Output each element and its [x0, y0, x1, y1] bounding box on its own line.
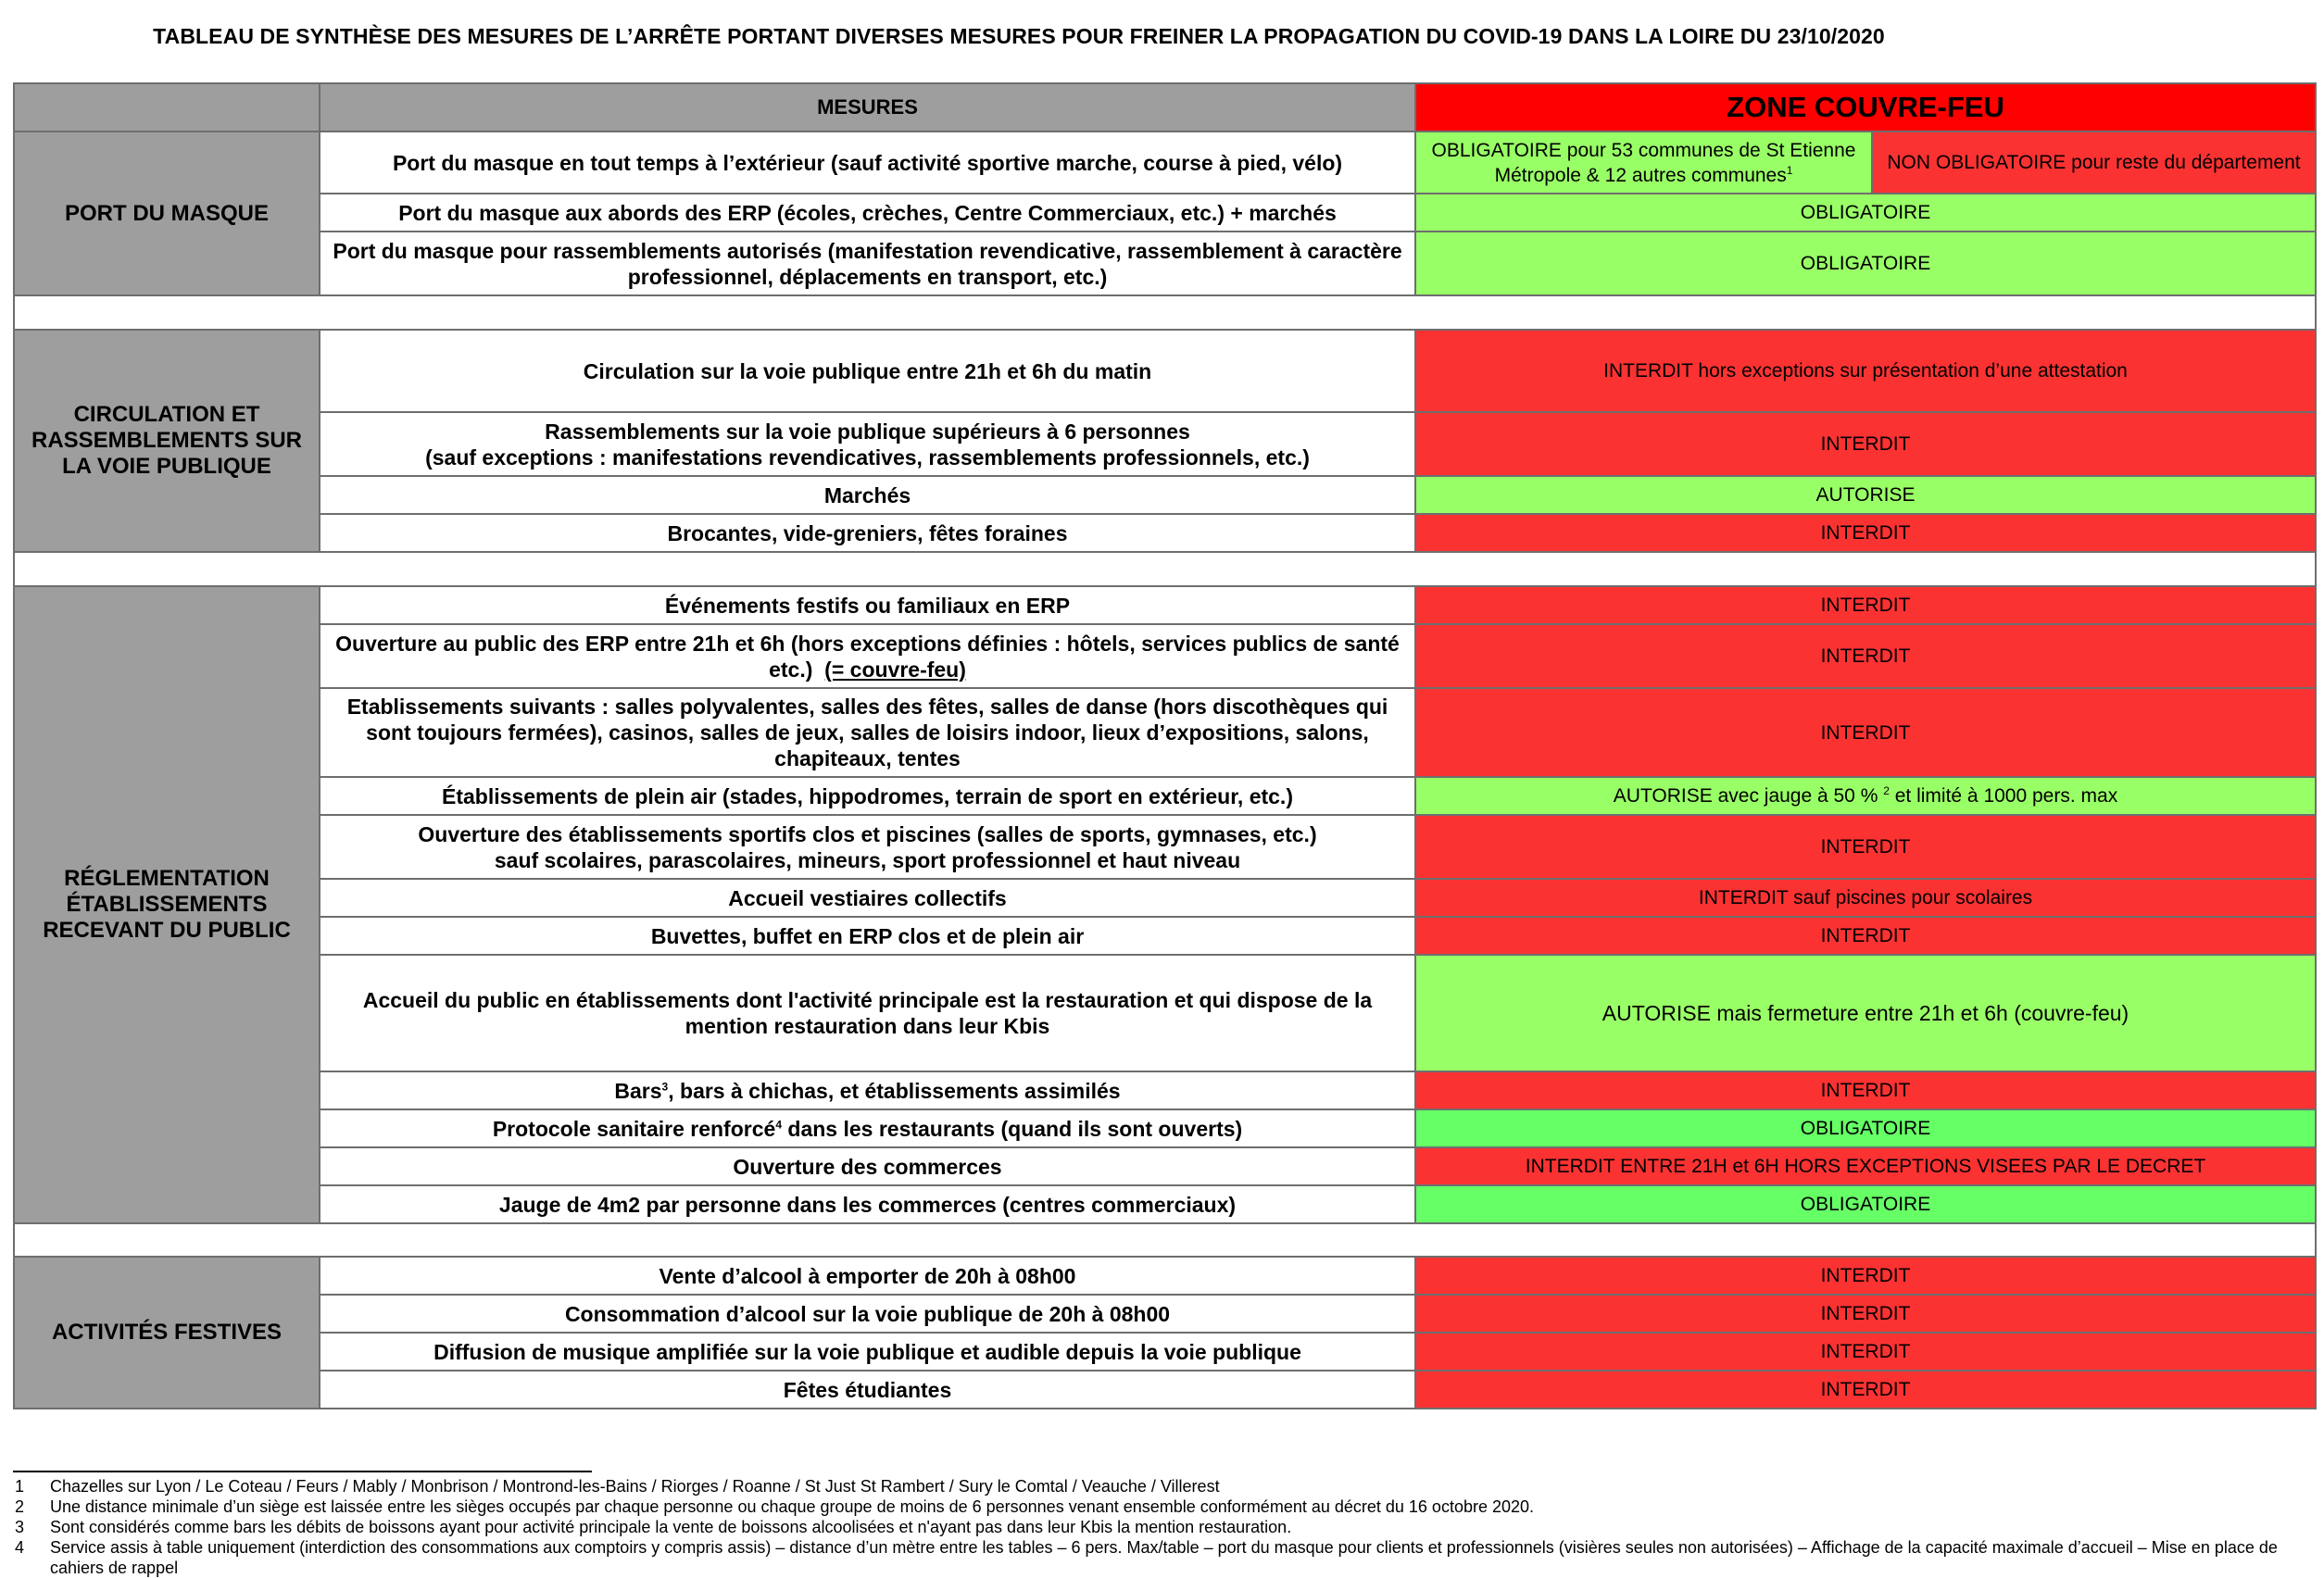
header-empty-cell [14, 83, 320, 132]
table-row [14, 917, 2316, 955]
value-status: AUTORISE mais fermeture entre 21h et 6h (couvre-feu) [1415, 955, 2316, 1071]
value-status: INTERDIT sauf piscines pour scolaires [1415, 879, 2316, 917]
table-row [14, 412, 2316, 476]
measure-label: Port du masque pour rassemblements autorisés (manifestation revendicative, rassemblement à caractère professionnel, déplacements en transport, etc.) [320, 232, 1415, 295]
table-row [14, 879, 2316, 917]
table-row [14, 1109, 2316, 1147]
footnote [13, 1476, 2310, 1497]
category-erp: RÉGLEMENTATION ÉTABLISSEMENTS RECEVANT DU PUBLIC [14, 586, 320, 1223]
footnotes [13, 1476, 2310, 1578]
measure-label: Établissements de plein air (stades, hippodromes, terrain de sport en extérieur, etc.) [320, 777, 1415, 815]
table-row [14, 815, 2316, 879]
footnote [13, 1537, 2310, 1578]
measure-text-suffix: dans les restaurants (quand ils sont ouverts) [782, 1116, 1243, 1141]
measure-text: Bars [614, 1078, 662, 1103]
table-row [14, 476, 2316, 514]
table-row [14, 1371, 2316, 1409]
value-status: INTERDIT [1415, 1295, 2316, 1333]
value-text: OBLIGATOIRE pour 53 communes de St Etienne Métropole & 12 autres communes [1431, 139, 1856, 186]
section-spacer [14, 1223, 2316, 1257]
table-row [14, 777, 2316, 815]
footnote-text: Sont considérés comme bars les débits de boissons ayant pour activité principale la vente de boissons alcoolisées et n'ayant pas dans leur Kbis la mention restauration. [50, 1518, 1292, 1536]
measure-label: Jauge de 4m2 par personne dans les commerces (centres commerciaux) [320, 1185, 1415, 1223]
value-status: OBLIGATOIRE [1415, 194, 2316, 232]
measure-label: Consommation d’alcool sur la voie publique de 20h à 08h00 [320, 1295, 1415, 1333]
footnote-ref: 3 [661, 1079, 669, 1093]
measure-line-1: Ouverture des établissements sportifs clos et piscines (salles de sports, gymnases, etc.) [418, 821, 1317, 846]
measure-label [320, 1071, 1415, 1109]
section-spacer [14, 552, 2316, 586]
value-status: INTERDIT [1415, 1071, 2316, 1109]
measure-label: Accueil du public en établissements dont l'activité principale est la restauration et qui dispose de la mention restauration dans leur Kbis [320, 955, 1415, 1071]
category-circulation: CIRCULATION ET RASSEMBLEMENTS SUR LA VOIE PUBLIQUE [14, 330, 320, 552]
table-header-row [14, 83, 2316, 132]
measure-label: Vente d’alcool à emporter de 20h à 08h00 [320, 1257, 1415, 1295]
header-measures: MESURES [320, 83, 1415, 132]
measures-table [13, 82, 2317, 1409]
measure-label [320, 815, 1415, 879]
value-status: INTERDIT [1415, 514, 2316, 552]
value-status: INTERDIT ENTRE 21H et 6H HORS EXCEPTIONS VISEES PAR LE DECRET [1415, 1147, 2316, 1185]
measure-label [320, 624, 1415, 688]
measure-label: Diffusion de musique amplifiée sur la voie publique et audible depuis la voie publique [320, 1333, 1415, 1371]
footnote [13, 1517, 2310, 1537]
value-status: OBLIGATOIRE [1415, 1109, 2316, 1147]
footnote-number: 2 [15, 1497, 25, 1516]
table-row [14, 1185, 2316, 1223]
table-row [14, 1295, 2316, 1333]
measure-label [320, 412, 1415, 476]
footnote-text: Une distance minimale d’un siège est laissée entre les sièges occupés par chaque personne ou chaque groupe de moins de 6 personnes venant ensemble conformément au décret du 16 octobre 2020. [50, 1497, 1535, 1516]
table-row [14, 514, 2316, 552]
couvre-feu-note: (= couvre-feu) [824, 657, 966, 682]
value-status: INTERDIT [1415, 815, 2316, 879]
measure-label: Accueil vestiaires collectifs [320, 879, 1415, 917]
footnote-ref: 4 [775, 1117, 782, 1131]
value-status: INTERDIT [1415, 624, 2316, 688]
measure-label: Événements festifs ou familiaux en ERP [320, 586, 1415, 624]
table-row [14, 586, 2316, 624]
footnote-number: 1 [15, 1477, 25, 1496]
measure-label: Port du masque en tout temps à l’extérieur (sauf activité sportive marche, course à pied, vélo) [320, 132, 1415, 194]
footnote-text: Chazelles sur Lyon / Le Coteau / Feurs / Mably / Monbrison / Montrond-les-Bains / Riorges / Roanne / St Just St Rambert / Sury le Comtal / Veauche / Villerest [50, 1477, 1220, 1496]
measure-label: Brocantes, vide-greniers, fêtes foraines [320, 514, 1415, 552]
table-row [14, 1147, 2316, 1185]
table-row [14, 1333, 2316, 1371]
value-status: INTERDIT [1415, 586, 2316, 624]
document-title: TABLEAU DE SYNTHÈSE DES MESURES DE L’ARRÊTE PORTANT DIVERSES MESURES POUR FREINER LA PROPAGATION DU COVID-19 DANS LA LOIRE DU 23/10/2020 [153, 24, 1885, 48]
table-row [14, 1257, 2316, 1295]
table-row [14, 330, 2316, 412]
footnote-separator [13, 1471, 592, 1472]
measure-label: Etablissements suivants : salles polyvalentes, salles des fêtes, salles de danse (hors discothèques qui sont toujours fermées), casinos, salles de jeux, salles de loisirs indoor, lieux d’expositions, salons, chapiteaux, tentes [320, 688, 1415, 777]
value-status: OBLIGATOIRE [1415, 1185, 2316, 1223]
footnote-number: 4 [15, 1538, 25, 1557]
measure-line-2: sauf scolaires, parascolaires, mineurs, sport professionnel et haut niveau [494, 847, 1241, 872]
measure-label: Marchés [320, 476, 1415, 514]
measure-text: Protocole sanitaire renforcé [492, 1116, 776, 1141]
value-status [1415, 777, 2316, 815]
measure-label: Port du masque aux abords des ERP (écoles, crèches, Centre Commerciaux, etc.) + marchés [320, 194, 1415, 232]
table-row [14, 232, 2316, 295]
measure-label: Buvettes, buffet en ERP clos et de plein air [320, 917, 1415, 955]
value-status: INTERDIT [1415, 1333, 2316, 1371]
measure-label [320, 1109, 1415, 1147]
measure-text: Ouverture au public des ERP entre 21h et 6h (hors exceptions définies : hôtels, services publics de santé etc.) [335, 631, 1400, 682]
value-status: INTERDIT [1415, 917, 2316, 955]
footnote-ref: 1 [1786, 163, 1793, 177]
table-row [14, 1071, 2316, 1109]
footnote-ref: 2 [1883, 784, 1890, 797]
value-status: INTERDIT [1415, 412, 2316, 476]
value-status: INTERDIT [1415, 1257, 2316, 1295]
measure-text-suffix: , bars à chichas, et établissements assimilés [668, 1078, 1121, 1103]
value-status: INTERDIT [1415, 1371, 2316, 1409]
header-zone-couvre-feu: ZONE COUVRE-FEU [1415, 83, 2316, 132]
measure-label: Ouverture des commerces [320, 1147, 1415, 1185]
value-status: AUTORISE [1415, 476, 2316, 514]
measure-line-2: (sauf exceptions : manifestations revendicatives, rassemblements professionnels, etc.) [425, 445, 1310, 470]
footnote-text: Service assis à table uniquement (interdiction des consommations aux comptoirs y compris assis) – distance d’un mètre entre les tables – 6 pers. Max/table – port du masque pour clients et professionnels (visières seules non autorisées) – Affichage de la capacité maximale d’accueil – Mise en place de cahiers de rappel [50, 1538, 2278, 1577]
table-row [14, 132, 2316, 194]
value-obligatoire-communes [1415, 132, 1872, 194]
measure-label: Fêtes étudiantes [320, 1371, 1415, 1409]
measure-label: Circulation sur la voie publique entre 21h et 6h du matin [320, 330, 1415, 412]
table-row [14, 955, 2316, 1071]
measure-line-1: Rassemblements sur la voie publique supérieurs à 6 personnes [545, 419, 1190, 444]
category-port-du-masque: PORT DU MASQUE [14, 132, 320, 295]
footnote-number: 3 [15, 1518, 25, 1536]
value-text-suffix: et limité à 1000 pers. max [1894, 785, 2118, 807]
value-non-obligatoire: NON OBLIGATOIRE pour reste du département [1872, 132, 2316, 194]
value-status: INTERDIT hors exceptions sur présentation d’une attestation [1415, 330, 2316, 412]
table-row [14, 624, 2316, 688]
category-activites-festives: ACTIVITÉS FESTIVES [14, 1257, 320, 1409]
value-text: AUTORISE avec jauge à 50 % [1613, 785, 1878, 807]
footnote [13, 1497, 2310, 1517]
section-spacer [14, 295, 2316, 330]
table-row [14, 688, 2316, 777]
value-status: OBLIGATOIRE [1415, 232, 2316, 295]
value-status: INTERDIT [1415, 688, 2316, 777]
table-row [14, 194, 2316, 232]
